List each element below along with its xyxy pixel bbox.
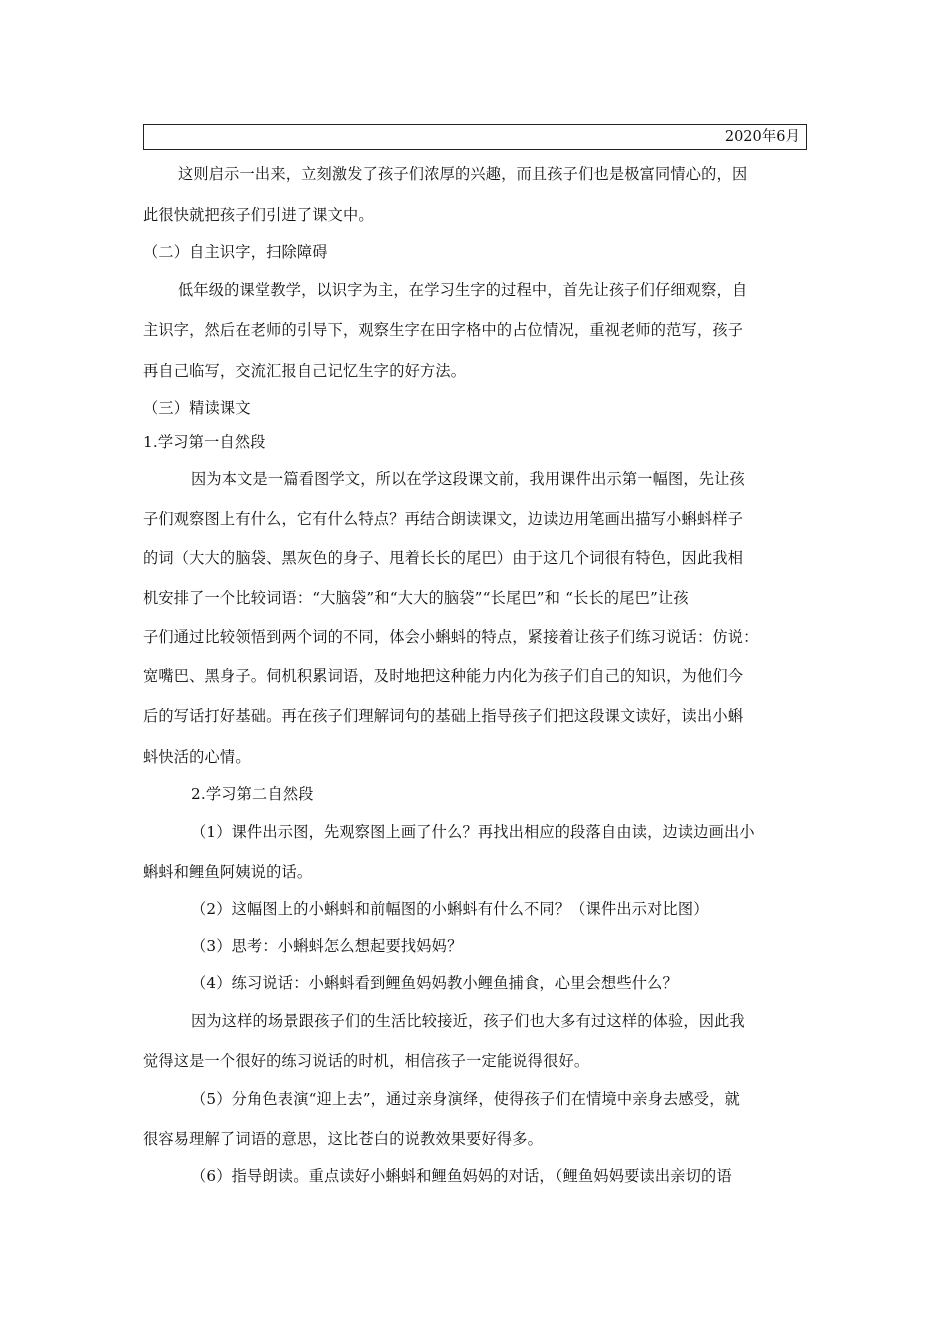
- paragraph-line: （4）练习说话：小蝌蚪看到鲤鱼妈妈教小鲤鱼捕食，心里会想些什么？: [191, 974, 678, 992]
- paragraph-line: （2）这幅图上的小蝌蚪和前幅图的小蝌蚪有什么不同？（课件出示对比图）: [191, 900, 709, 918]
- paragraph-line: 蚪快活的心情。: [143, 748, 251, 766]
- header-box: [143, 124, 807, 150]
- paragraph-line: （1）课件出示图，先观察图上画了什么？再找出相应的段落自由读，边读边画出小: [191, 823, 755, 841]
- paragraph-line: （3）思考：小蝌蚪怎么想起要找妈妈？: [191, 937, 463, 955]
- subsection-heading: 2.学习第二自然段: [191, 785, 314, 803]
- paragraph-line: 此很快就把孩子们引进了课文中。: [143, 206, 374, 224]
- paragraph-line: 后的写话打好基础。再在孩子们理解词句的基础上指导孩子们把这段课文读好，读出小蝌: [143, 707, 744, 725]
- paragraph-line: 的词（大大的脑袋、黑灰色的身子、甩着长长的尾巴）由于这几个词很有特色，因此我相: [143, 549, 744, 567]
- paragraph-line: 低年级的课堂教学，以识字为主，在学习生字的过程中，首先让孩子们仔细观察，自: [178, 281, 748, 299]
- paragraph-line: 再自己临写，交流汇报自己记忆生字的好方法。: [143, 362, 467, 380]
- paragraph-line: 机安排了一个比较词语：“大脑袋”和“大大的脑袋”“长尾巴”和 “长长的尾巴”让孩: [143, 589, 689, 607]
- paragraph-line: 觉得这是一个很好的练习说话的时机，相信孩子一定能说得很好。: [143, 1052, 590, 1070]
- section-heading: （三）精读课文: [143, 399, 251, 417]
- paragraph-line: 子们观察图上有什么，它有什么特点？再结合朗读课文，边读边用笔画出描写小蝌蚪样子: [143, 510, 744, 528]
- header-date: 2020年6月: [724, 129, 800, 145]
- paragraph-line: 子们通过比较领悟到两个词的不同，体会小蝌蚪的特点，紧接着让孩子们练习说话：仿说：: [143, 628, 759, 646]
- paragraph-line: 因为这样的场景跟孩子们的生活比较接近，孩子们也大多有过这样的体验，因此我: [191, 1012, 745, 1030]
- paragraph-line: 主识字，然后在老师的引导下，观察生字在田字格中的占位情况，重视老师的范写，孩子: [143, 321, 744, 339]
- paragraph-line: 这则启示一出来，立刻激发了孩子们浓厚的兴趣，而且孩子们也是极富同情心的，因: [178, 165, 748, 183]
- subsection-heading: 1.学习第一自然段: [143, 433, 266, 451]
- section-heading: （二）自主识字，扫除障碍: [143, 243, 328, 261]
- paragraph-line: 很容易理解了词语的意思，这比苍白的说教效果要好得多。: [143, 1130, 544, 1148]
- paragraph-line: （5）分角色表演“迎上去”，通过亲身演绎，使得孩子们在情境中亲身去感受，就: [191, 1090, 740, 1108]
- paragraph-line: 因为本文是一篇看图学文，所以在学这段课文前，我用课件出示第一幅图，先让孩: [191, 470, 745, 488]
- paragraph-line: （6）指导朗读。重点读好小蝌蚪和鲤鱼妈妈的对话，（鲤鱼妈妈要读出亲切的语: [191, 1167, 732, 1185]
- paragraph-line: 宽嘴巴、黑身子。伺机积累词语，及时地把这种能力内化为孩子们自己的知识，为他们今: [143, 667, 744, 685]
- paragraph-line: 蝌蚪和鲤鱼阿姨说的话。: [143, 863, 313, 881]
